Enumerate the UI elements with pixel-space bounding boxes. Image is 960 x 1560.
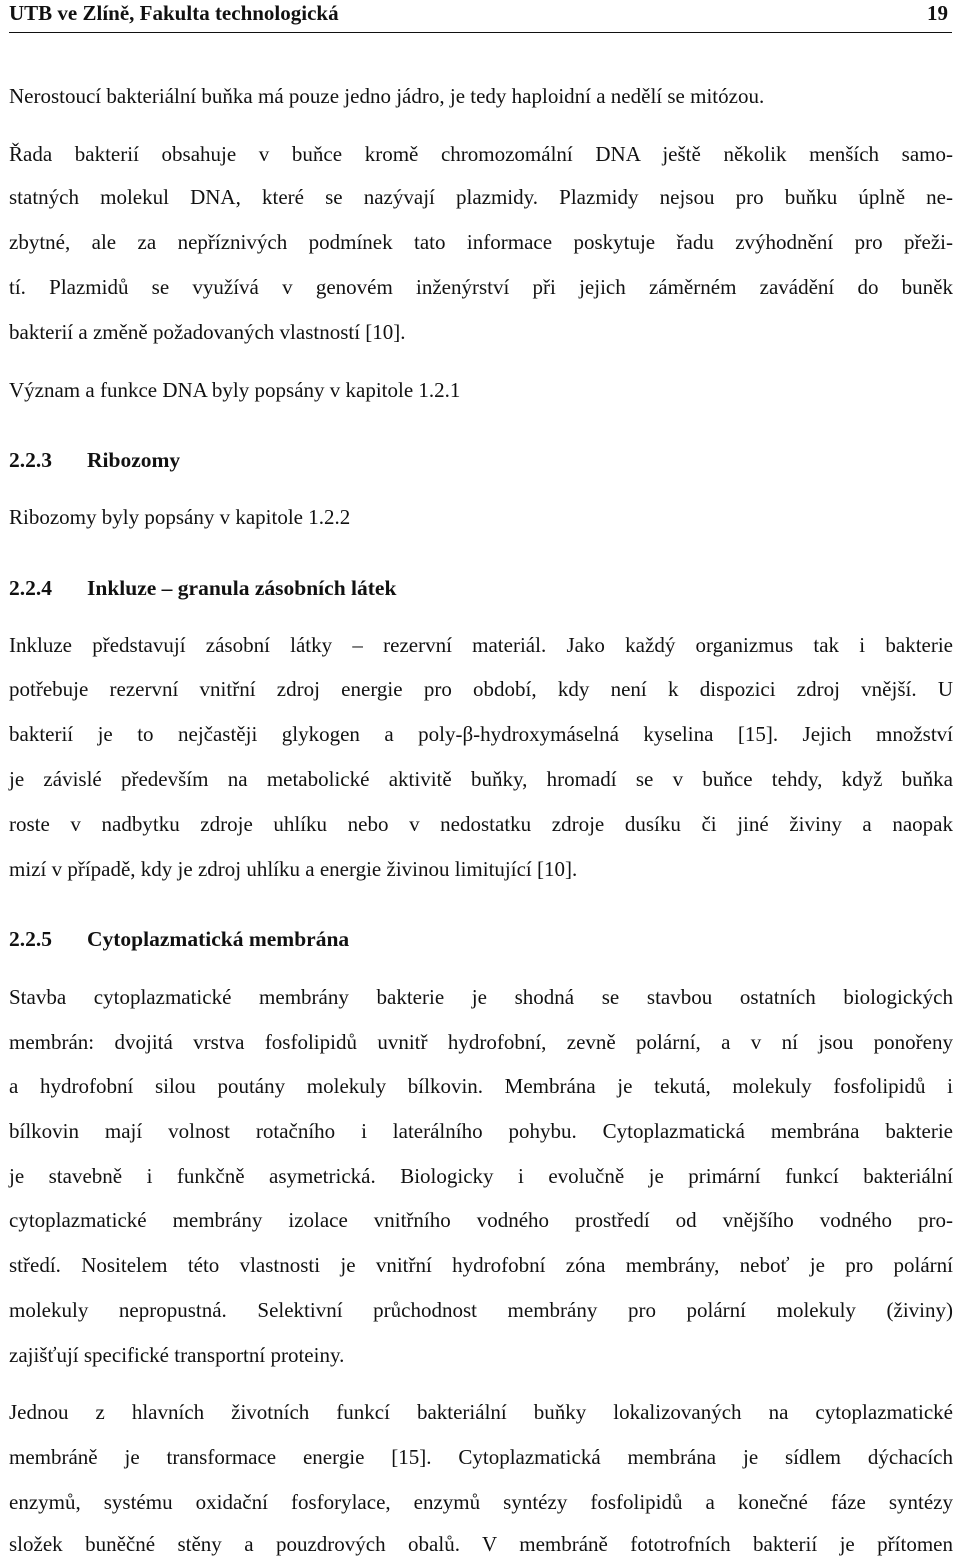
text-line: a hydrofobní silou poutány molekuly bílkovin. Membrána je tekutá, molekuly fosfolipidů i xyxy=(9,1074,953,1098)
text-line: Jednou z hlavních životních funkcí bakteriální buňky lokalizovaných na cytoplazmatické xyxy=(9,1400,953,1424)
section-number: 2.2.4 xyxy=(9,576,52,600)
text-line: molekuly nepropustná. Selektivní průchodnost membrány pro polární molekuly (živiny) xyxy=(9,1298,953,1322)
section-title: Inkluze – granula zásobních látek xyxy=(87,576,397,600)
text-line: je stavebně i funkčně asymetrická. Biologicky i evolučně je primární funkcí bakteriální xyxy=(9,1164,953,1188)
text-line: Stavba cytoplazmatické membrány bakterie je shodná se stavbou ostatních biologických xyxy=(9,985,953,1009)
text-line: potřebuje rezervní vnitřní zdroj energie pro období, kdy není k dispozici zdroj vnější. U xyxy=(9,677,953,701)
text-line: statných molekul DNA, které se nazývají plazmidy. Plazmidy nejsou pro buňku úplně ne- xyxy=(9,185,953,209)
section-number: 2.2.3 xyxy=(9,448,52,472)
page-number: 19 xyxy=(927,1,948,25)
text-line: membrán: dvojitá vrstva fosfolipidů uvnitř hydrofobní, zevně polární, a v ní jsou ponořeny xyxy=(9,1030,953,1054)
section-title: Cytoplazmatická membrána xyxy=(87,927,350,951)
section-heading xyxy=(9,925,349,953)
text-line: zajišťují specifické transportní proteiny. xyxy=(9,1343,345,1367)
text-line: Význam a funkce DNA byly popsány v kapitole 1.2.1 xyxy=(9,378,461,402)
text-line: membráně je transformace energie [15]. Cytoplazmatická membrána je sídlem dýchacích xyxy=(9,1445,953,1469)
text-line: středí. Nositelem této vlastnosti je vnitřní hydrofobní zóna membrány, neboť je pro polární xyxy=(9,1253,953,1277)
section-number: 2.2.5 xyxy=(9,927,52,951)
text-line: zbytné, ale za nepříznivých podmínek tato informace poskytuje řadu zvýhodnění pro přeži- xyxy=(9,230,953,254)
section-heading xyxy=(9,446,180,474)
section-title: Ribozomy xyxy=(87,448,181,472)
text-line: mizí v případě, kdy je zdroj uhlíku a energie živinou limitující [10]. xyxy=(9,857,578,881)
header-title: UTB ve Zlíně, Fakulta technologická xyxy=(9,1,339,25)
section-heading xyxy=(9,574,396,602)
text-line: Inkluze představují zásobní látky – rezervní materiál. Jako každý organizmus tak i bakterie xyxy=(9,633,953,657)
text-line: je závislé především na metabolické aktivitě buňky, hromadí se v buňce tehdy, když buňka xyxy=(9,767,953,791)
text-line: bakterií je to nejčastěji glykogen a poly-β-hydroxymáselná kyselina [15]. Jejich množství xyxy=(9,722,953,746)
text-line: Řada bakterií obsahuje v buňce kromě chromozomální DNA ještě několik menších samo- xyxy=(9,142,953,166)
text-line: bílkovin mají volnost rotačního i laterálního pohybu. Cytoplazmatická membrána bakterie xyxy=(9,1119,953,1143)
text-line: cytoplazmatické membrány izolace vnitřního vodného prostředí od vnějšího vodného pro- xyxy=(9,1208,953,1232)
text-line: tí. Plazmidů se využívá v genovém inženýrství při jejich záměrném zavádění do buněk xyxy=(9,275,953,299)
text-line: roste v nadbytku zdroje uhlíku nebo v nedostatku zdroje dusíku či jiné živiny a naopak xyxy=(9,812,953,836)
text-line: složek buněčné stěny a pouzdrových obalů. V membráně fototrofních bakterií je přítomen xyxy=(9,1532,953,1556)
text-line: bakterií a změně požadovaných vlastností [10]. xyxy=(9,320,406,344)
text-line: enzymů, systému oxidační fosforylace, enzymů syntézy fosfolipidů a konečné fáze syntézy xyxy=(9,1490,953,1514)
text-line: Ribozomy byly popsány v kapitole 1.2.2 xyxy=(9,505,351,529)
text-line: Nerostoucí bakteriální buňka má pouze jedno jádro, je tedy haploidní a nedělí se mitózou. xyxy=(9,84,765,108)
page-header xyxy=(9,0,952,33)
